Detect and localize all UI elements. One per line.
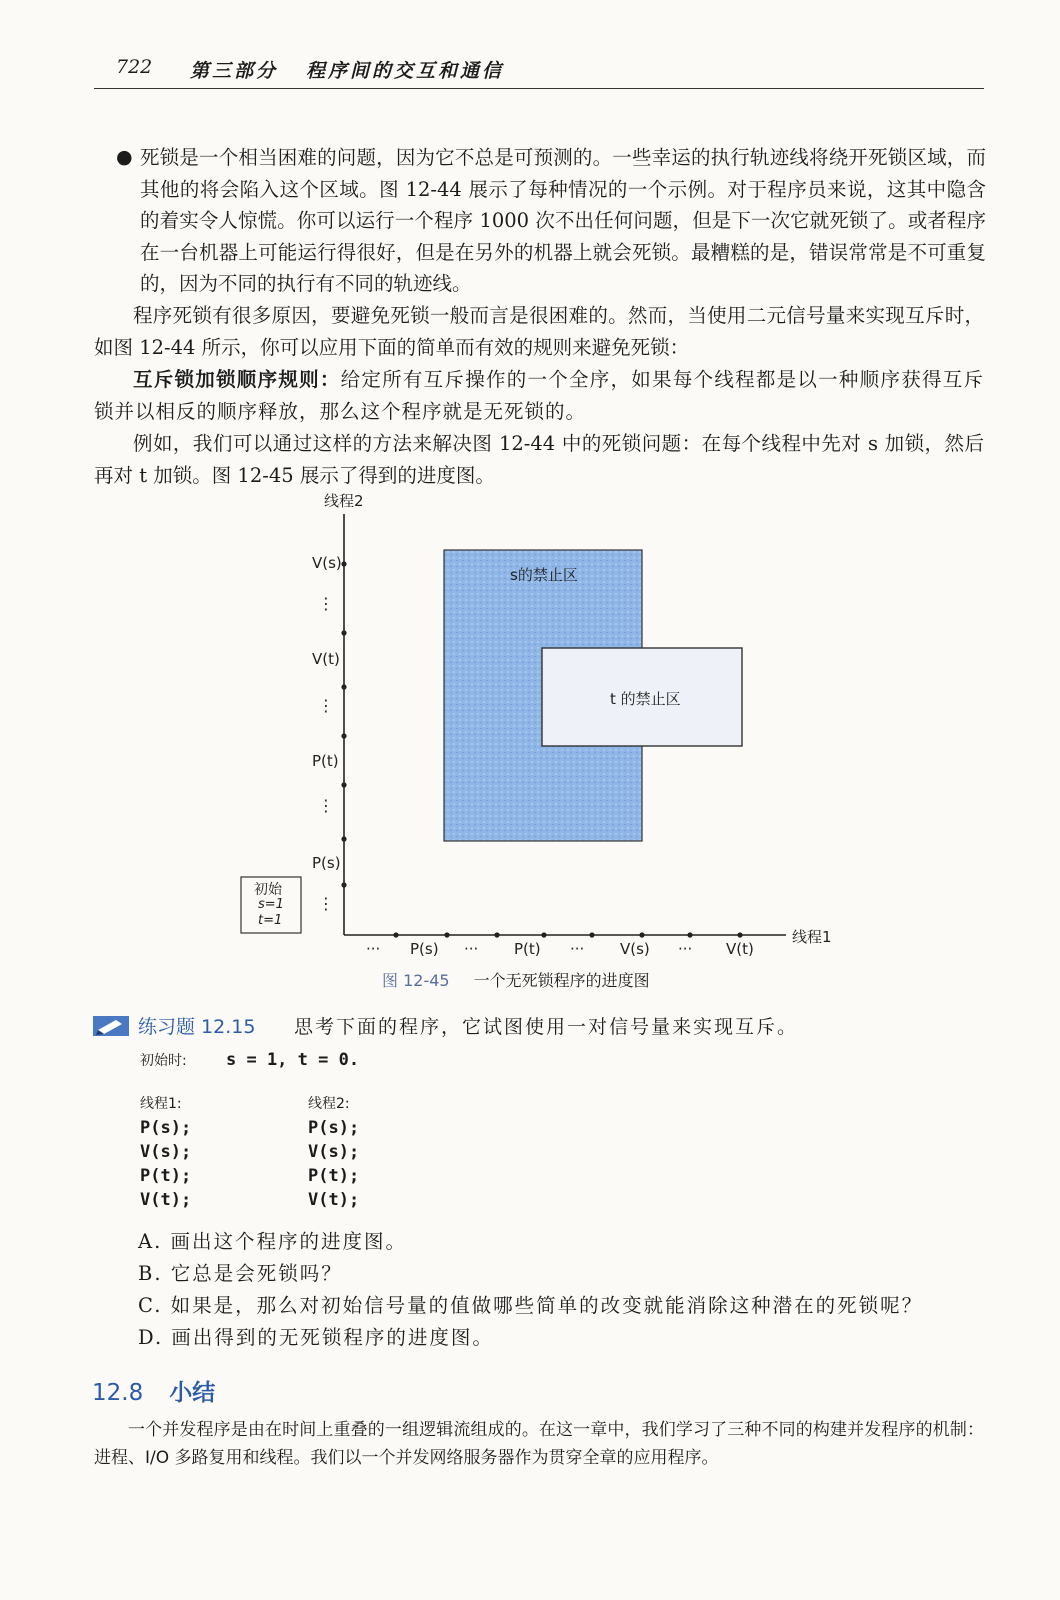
thread2-column (308, 1092, 359, 1212)
caption-number: 图 12-45 (382, 971, 450, 990)
figure-caption (382, 968, 650, 991)
x-ellipsis-4: ··· (678, 940, 693, 958)
initial-title: 初始 (254, 882, 282, 898)
question-a: A. 画出这个程序的进度图。 (138, 1230, 407, 1253)
y-axis-title: 线程2 (324, 492, 364, 510)
y-label-pt: P(t) (312, 752, 339, 770)
y-ellipsis-2: ⋮ (318, 696, 334, 715)
rule-title: 互斥锁加锁顺序规则： (133, 368, 341, 391)
rule-paragraph (94, 364, 984, 427)
caption-text: 一个无死锁程序的进度图 (473, 971, 650, 990)
progress-graph-figure (230, 490, 850, 1010)
code-line: V(t); (308, 1190, 360, 1210)
bullet-paragraph (116, 142, 986, 300)
x-label-pt: P(t) (514, 940, 541, 958)
code-line: P(s); (140, 1118, 192, 1138)
y-label-vs: V(s) (312, 554, 342, 572)
section-heading (92, 1374, 215, 1407)
x-ellipsis-2: ··· (464, 940, 479, 958)
page-number: 722 (116, 56, 153, 78)
section-name: 小结 (169, 1380, 216, 1406)
pencil-icon (92, 1014, 130, 1038)
code-line: V(s); (308, 1142, 360, 1162)
thread1-label: 线程1: (140, 1096, 182, 1112)
summary-text: 一个并发程序是由在时间上重叠的一组逻辑流组成的。在这一章中，我们学习了三种不同的构建并发程序的机制：进程、I/O 多路复用和线程。我们以一个并发网络服务器作为贯穿全章的应用程序。 (94, 1420, 984, 1468)
section-number: 12.8 (92, 1380, 144, 1406)
question-b: B. 它总是会死锁吗？ (138, 1262, 343, 1285)
initial-t: t=1 (258, 913, 283, 928)
exercise-questions (138, 1226, 923, 1354)
init-row (140, 1050, 360, 1070)
x-ellipsis-3: ··· (570, 940, 585, 958)
x-label-vs: V(s) (620, 940, 650, 958)
init-label: 初始时: (140, 1053, 187, 1069)
y-label-ps: P(s) (312, 854, 341, 872)
chapter-title: 程序间的交互和通信 (306, 60, 505, 82)
code-line: P(t); (140, 1166, 192, 1186)
y-ellipsis-4: ⋮ (318, 894, 334, 913)
summary-paragraph (94, 1416, 984, 1472)
x-axis-title: 线程1 (792, 928, 832, 946)
initial-s: s=1 (258, 897, 284, 912)
code-line: V(t); (140, 1190, 192, 1210)
region-t-label: t 的禁止区 (610, 690, 681, 708)
exercise-title: 练习题 12.15 (138, 1016, 256, 1038)
code-line: V(s); (140, 1142, 192, 1162)
exercise-description: 思考下面的程序，它试图使用一对信号量来实现互斥。 (294, 1016, 799, 1038)
page-header (94, 52, 984, 89)
init-code: s = 1, t = 0. (226, 1050, 360, 1070)
code-line: P(t); (308, 1166, 360, 1186)
thread1-column (140, 1092, 191, 1212)
question-d: D. 画出得到的无死锁程序的进度图。 (138, 1326, 494, 1349)
region-s-label: s的禁止区 (510, 566, 578, 584)
code-line: P(s); (308, 1118, 360, 1138)
y-label-vt: V(t) (312, 650, 340, 668)
y-ellipsis-1: ⋮ (318, 594, 334, 613)
thread2-label: 线程2: (308, 1096, 350, 1112)
paragraph-2 (94, 428, 984, 491)
bullet-text: 死锁是一个相当困难的问题，因为它不总是可预测的。一些幸运的执行轨迹线将绕开死锁区域，而其他的将会陷入这个区域。图 12-44 展示了每种情况的一个示例。对于程序员来说，这其中隐含的着实令人惊慌。你可以运行一个程序 1000 次不出任何问题，但是下一次它就死锁了。或者程序在一台机器上可能运行得很好，但是在另外的机器上就会死锁。最糟糕的是，错误常常是不可重复的，因为不同的执行有不同的轨迹线。 (140, 146, 986, 295)
x-label-ps: P(s) (410, 940, 439, 958)
x-label-vt: V(t) (726, 940, 754, 958)
paragraph-2-text: 例如，我们可以通过这样的方法来解决图 12-44 中的死锁问题：在每个线程中先对 s 加锁，然后再对 t 加锁。图 12-45 展示了得到的进度图。 (94, 432, 984, 487)
paragraph-1 (94, 300, 984, 363)
question-c: C. 如果是，那么对初始信号量的值做哪些简单的改变就能消除这种潜在的死锁呢？ (138, 1294, 924, 1317)
y-ellipsis-3: ⋮ (318, 796, 334, 815)
x-ellipsis-1: ··· (366, 940, 381, 958)
part-title: 第三部分 (190, 60, 279, 82)
paragraph-1-text: 程序死锁有很多原因，要避免死锁一般而言是很困难的。然而，当使用二元信号量来实现互斥时，如图 12-44 所示，你可以应用下面的简单而有效的规则来避免死锁： (94, 304, 984, 359)
rule-text: 给定所有互斥操作的一个全序，如果每个线程都是以一种顺序获得互斥锁并以相反的顺序释放，那么这个程序就是无死锁的。 (94, 368, 984, 423)
bullet-icon: ● (116, 146, 133, 168)
